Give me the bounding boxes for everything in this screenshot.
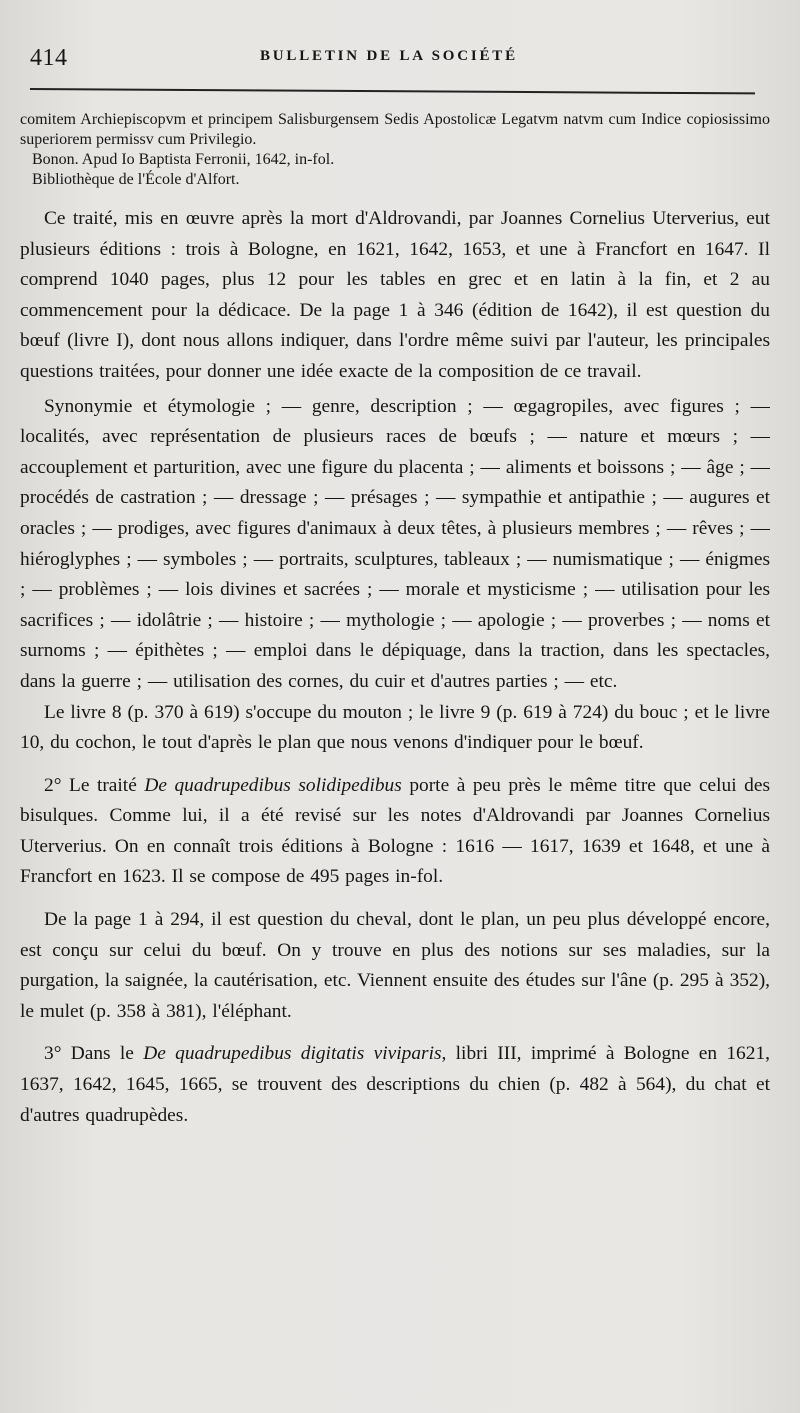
paragraph-4-suffix: porte à peu près le même titre que celui des bisulques. Comme lui, il a été revisé sur les notes d'Aldrovandi par Joannes Cornelius Uterverius. On en connaît trois éditions à Bologne : 1616 — 1617, 1639 et 1648, et une à Francfort en 1623. Il se compose de 495 pages in-fol. <box>20 774 770 888</box>
running-title: BULLETIN DE LA SOCIÉTÉ <box>260 48 518 64</box>
paragraph-1: Ce traité, mis en œuvre après la mort d'Aldrovandi, par Joannes Cornelius Uterverius, eut plusieurs éditions : trois à Bologne, en 1621, 1642, 1653, et une à Francfort en 1647. Il comprend 1040 pages, plus 12 pour les tables en grec et en latin à la fin, et 2 au commencement pour la dédicace. De la page 1 à 346 (édition de 1642), il est question du bœuf (livre I), dont nous allons indiquer, dans l'ordre même suivi par l'auteur, les principales questions traitées, pour donner une idée exacte de la composition de ce travail. <box>20 208 770 382</box>
citation-line-3: Bibliothèque de l'École d'Alfort. <box>32 171 240 188</box>
paragraph-4-title: De quadrupedibus solidipedibus <box>144 774 402 796</box>
paragraph-5: De la page 1 à 294, il est question du cheval, dont le plan, un peu plus développé encore, est conçu sur celui du bœuf. On y trouve en plus des notions sur ses maladies, sur la purgation, la saignée, la cautérisation, etc. Viennent ensuite des études sur l'âne (p. 295 à 352), le mulet (p. 358 à 381), l'éléphant. <box>20 909 770 1022</box>
paragraph-6 <box>20 1039 770 1131</box>
paragraph-4-prefix: 2° Le traité <box>44 774 145 796</box>
header-rule <box>30 88 755 94</box>
paragraph-3: Le livre 8 (p. 370 à 619) s'occupe du mouton ; le livre 9 (p. 619 à 724) du bouc ; et le livre 10, du cochon, le tout d'après le plan que nous venons d'indiquer pour le bœuf. <box>20 701 770 754</box>
paragraph-6-suffix: , libri III, imprimé à Bologne en 1621, 1637, 1642, 1645, 1665, se trouvent des descriptions du chien (p. 482 à 564), du chat et d'autres quadrupèdes. <box>20 1043 770 1126</box>
citation-line-2: Bonon. Apud Io Baptista Ferronii, 1642, in-fol. <box>32 151 335 168</box>
page-number: 414 <box>30 45 68 71</box>
page-header <box>30 44 770 74</box>
bibliographic-citation <box>20 110 770 190</box>
paragraph-6-title: De quadrupedibus digitatis viviparis <box>143 1043 442 1065</box>
paragraph-4 <box>20 771 770 893</box>
citation-line-1: comitem Archiepiscopvm et principem Salisburgensem Sedis Apostolicæ Legatvm natvm cum Indice copiosissimo superiorem permissv cum Privilegio. <box>20 111 770 148</box>
paragraph-2: Synonymie et étymologie ; — genre, description ; — œgagropiles, avec figures ; — localités, avec représentation de plusieurs races de bœufs ; — nature et mœurs ; — accouplement et parturition, avec une figure du placenta ; — aliments et boissons ; — âge ; — procédés de castration ; — dressage ; — présages ; — sympathie et antipathie ; — augures et oracles ; — prodiges, avec figures d'animaux à deux têtes, à plusieurs membres ; — rêves ; — hiéroglyphes ; — symboles ; — portraits, sculptures, tableaux ; — numismatique ; — énigmes ; — problèmes ; — lois divines et sacrées ; — morale et mysticisme ; — utilisation pour les sacrifices ; — idolâtrie ; — histoire ; — mythologie ; — apologie ; — proverbes ; — noms et surnoms ; — épithètes ; — emploi dans le dépiquage, dans la traction, dans les spectacles, dans la guerre ; — utilisation des cornes, du cuir et d'autres parties ; — etc. <box>20 395 770 692</box>
paragraph-6-prefix: 3° Dans le <box>44 1043 144 1065</box>
page-content <box>20 110 770 1400</box>
